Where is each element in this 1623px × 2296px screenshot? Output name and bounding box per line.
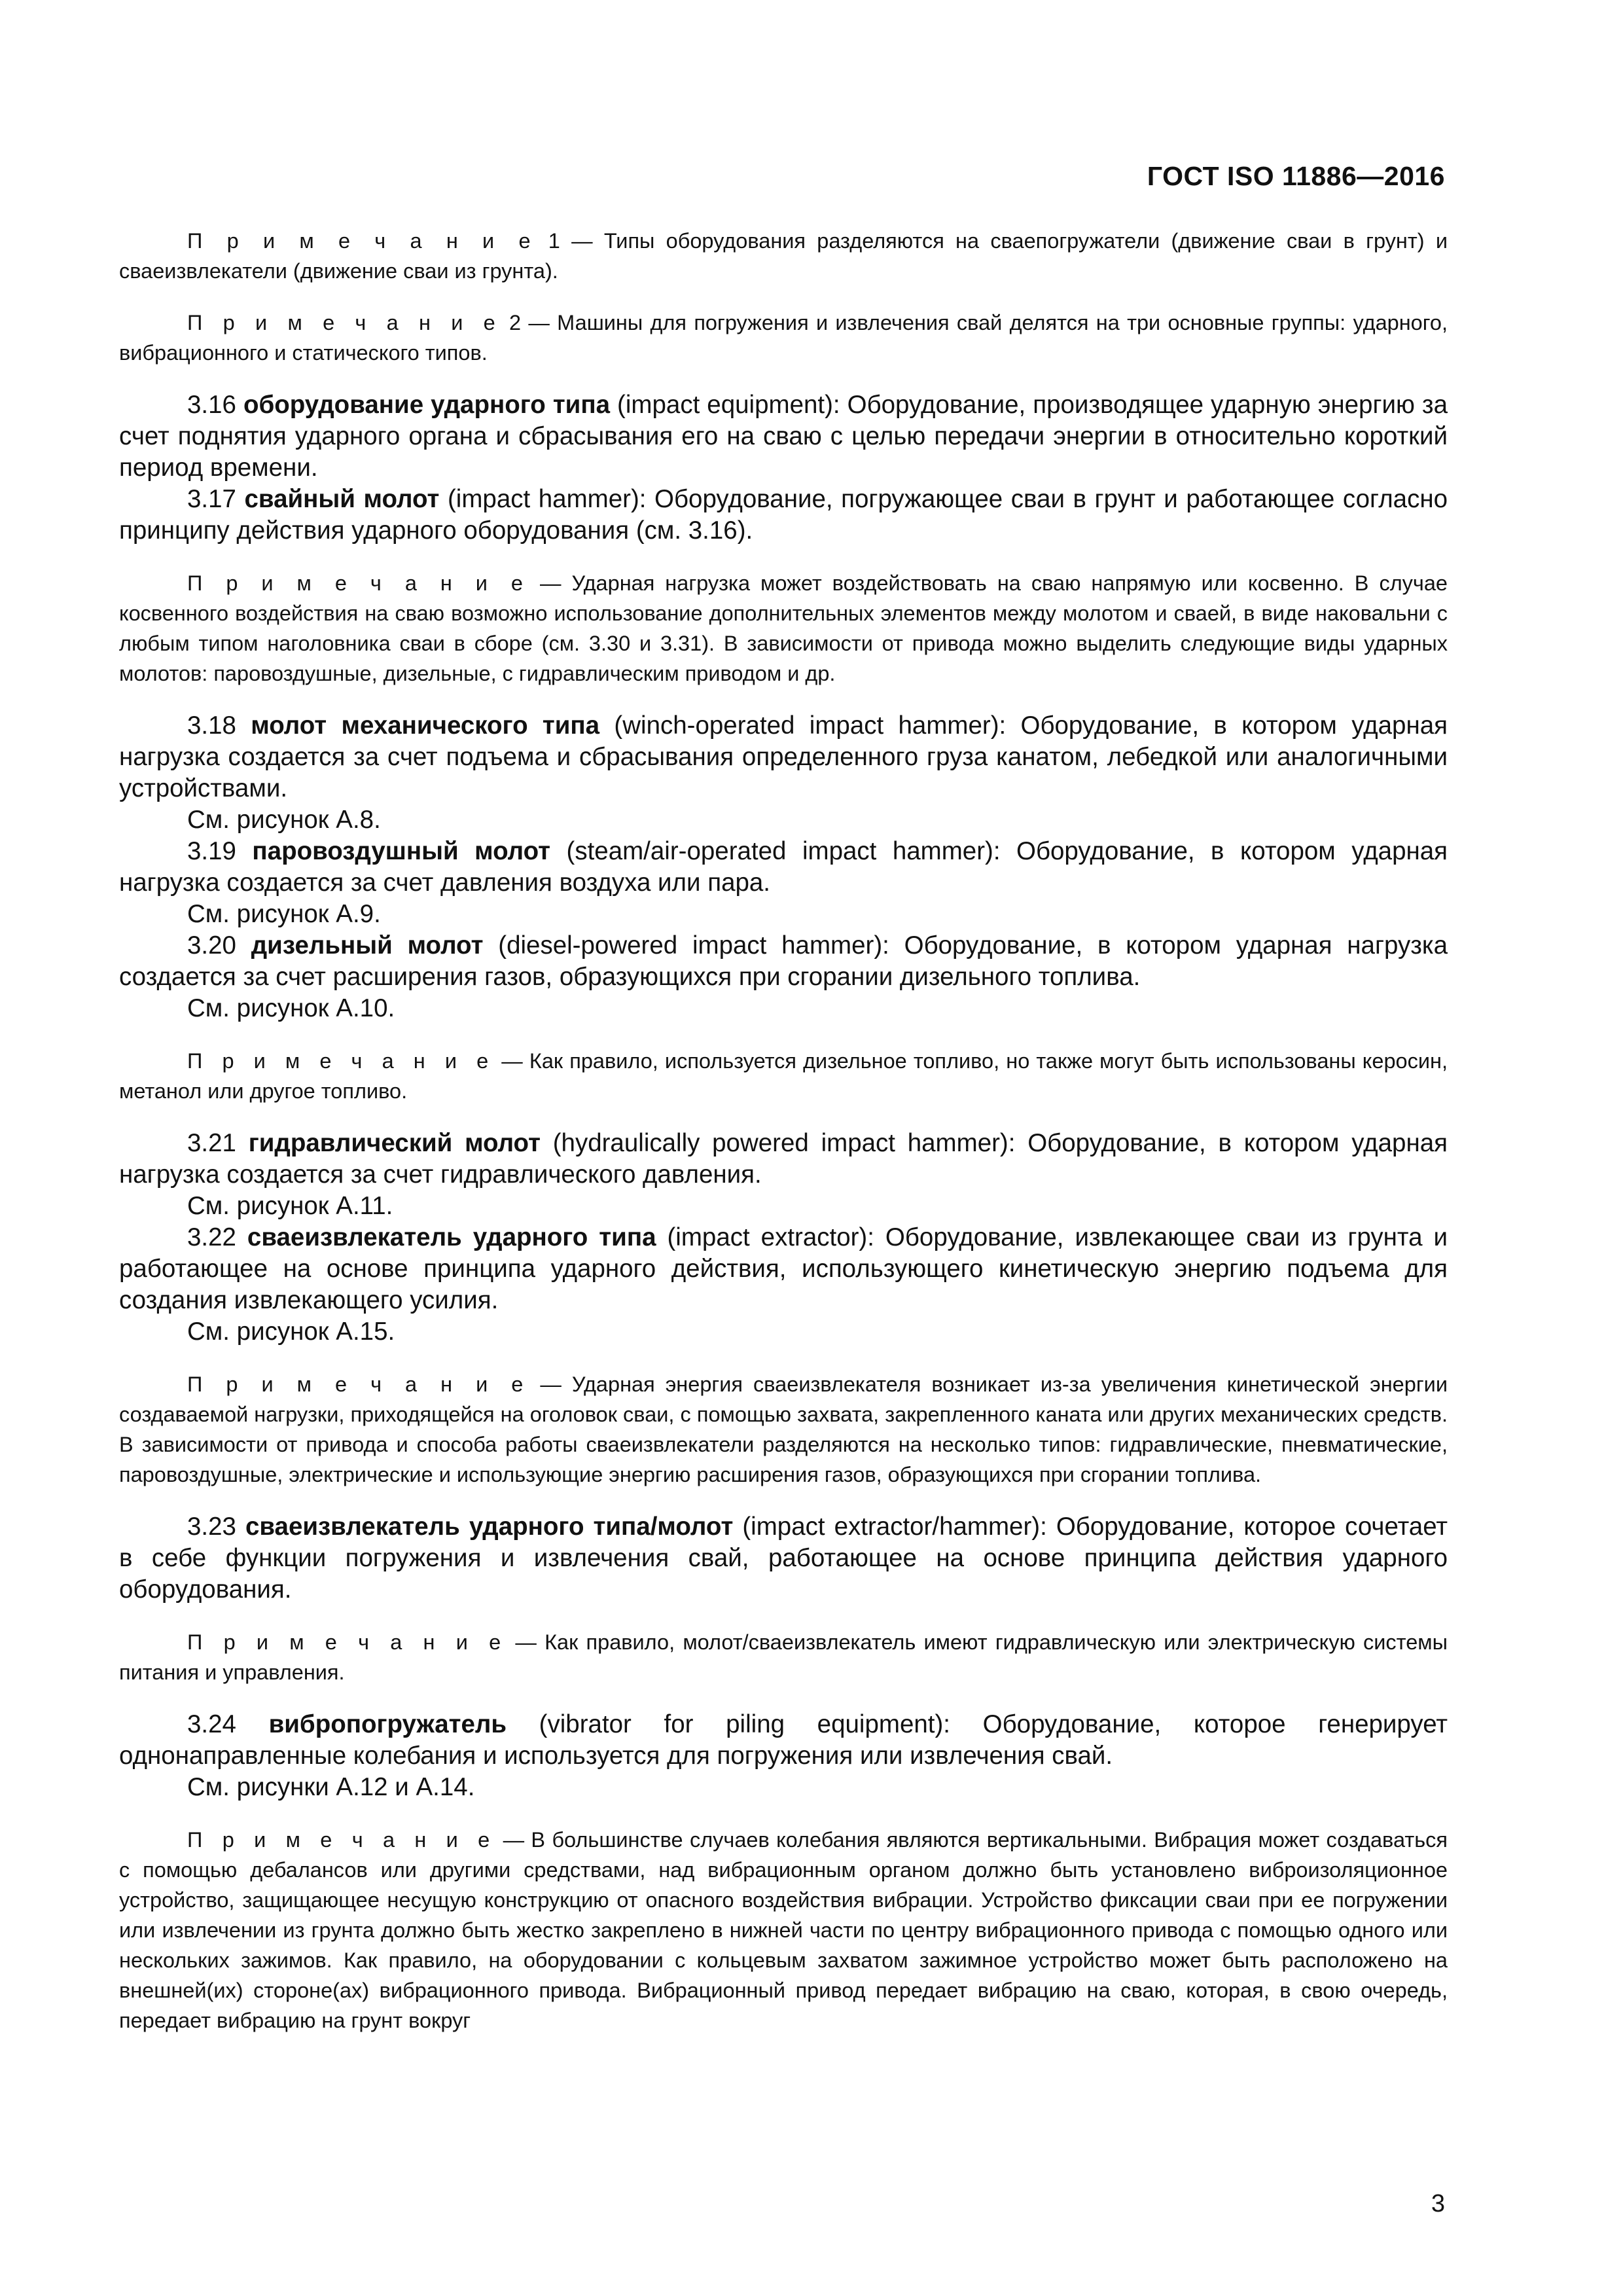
term-number: 3.24 bbox=[187, 1710, 269, 1738]
term-name: сваеизвлекатель ударного типа bbox=[247, 1223, 656, 1251]
term-3-17 bbox=[119, 484, 1448, 547]
note-text: — Ударная энергия сваеизвлекателя возникает из-за увеличения кинетической энергии создаваемой нагрузки, приходящейся на оголовок сваи, с помощью захвата, закрепленного каната или других механических средств. В зависимости от привода и способа работы сваеизвлекатели разделяются на несколько типов: гидравлические, пневматические, паровоздушные, электрические и использующие энергию расширения газов, образующихся при сгорании топлива. bbox=[119, 1372, 1448, 1486]
note-1 bbox=[119, 226, 1448, 286]
note-4 bbox=[119, 1046, 1448, 1106]
note-lead: П р и м е ч а н и е bbox=[187, 229, 537, 253]
note-lead: П р и м е ч а н и е bbox=[187, 311, 502, 334]
figure-reference: См. рисунок А.8. bbox=[187, 806, 381, 834]
term-number: 3.18 bbox=[187, 711, 251, 740]
term-name: оборудование ударного типа bbox=[243, 391, 611, 419]
note-5 bbox=[119, 1369, 1448, 1490]
note-lead: П р и м е ч а н и е bbox=[187, 1828, 497, 1852]
term-name: дизельный молот bbox=[251, 931, 484, 960]
term-definition: (winch-operated impact hammer): Оборудование, в котором ударная нагрузка создается за счет подъема и сбрасывания определенного груза канатом, лебедкой или аналогичными устройствами. bbox=[119, 711, 1448, 802]
term-number: 3.16 bbox=[187, 391, 243, 419]
note-lead: П р и м е ч а н и е bbox=[187, 1049, 495, 1073]
figure-reference: См. рисунок А.11. bbox=[187, 1192, 393, 1220]
term-name: молот механического типа bbox=[251, 711, 600, 740]
note-lead: П р и м е ч а н и е bbox=[187, 571, 530, 595]
document-body bbox=[119, 226, 1448, 2057]
term-definition: (steam/air-operated impact hammer): Оборудование, в котором ударная нагрузка создается за счет давления воздуха или пара. bbox=[119, 837, 1448, 897]
term-name: гидравлический молот bbox=[248, 1129, 541, 1157]
term-name: вибропогружатель bbox=[268, 1710, 507, 1738]
note-3 bbox=[119, 568, 1448, 689]
term-number: 3.17 bbox=[187, 485, 245, 513]
note-text: 2 — Машины для погружения и извлечения свай делятся на три основные группы: ударного, вибрационного и статического типов. bbox=[119, 311, 1448, 365]
note-text: — Как правило, молот/сваеизвлекатель имеют гидравлическую или электрическую системы питания и управления. bbox=[119, 1630, 1448, 1684]
term-definition: (vibrator for piling equipment): Оборудование, которое генерирует однонаправленные колебания и используется для погружения или извлечения свай. bbox=[119, 1710, 1448, 1770]
term-definition: (diesel-powered impact hammer): Оборудование, в котором ударная нагрузка создается за счет расширения газов, образующихся при сгорании дизельного топлива. bbox=[119, 931, 1448, 991]
term-number: 3.20 bbox=[187, 931, 251, 960]
term-3-21 bbox=[119, 1128, 1448, 1191]
term-definition: (impact equipment): Оборудование, производящее ударную энергию за счет поднятия ударного органа и сбрасывания его на сваю с целью передачи энергии в относительно короткий период времени. bbox=[119, 391, 1448, 482]
term-definition: (impact extractor/hammer): Оборудование, которое сочетает в себе функции погружения и извлечения свай, работающее на основе принципа действия ударного оборудования. bbox=[119, 1513, 1448, 1604]
term-number: 3.22 bbox=[187, 1223, 247, 1251]
note-lead: П р и м е ч а н и е bbox=[187, 1630, 508, 1654]
figure-reference: См. рисунок А.10. bbox=[187, 994, 395, 1022]
term-number: 3.21 bbox=[187, 1129, 249, 1157]
note-6 bbox=[119, 1627, 1448, 1687]
term-3-20 bbox=[119, 930, 1448, 993]
term-name: сваеизвлекатель ударного типа/молот bbox=[245, 1513, 734, 1541]
term-definition: (hydraulically powered impact hammer): Оборудование, в котором ударная нагрузка создается за счет гидравлического давления. bbox=[119, 1129, 1448, 1189]
term-3-16 bbox=[119, 389, 1448, 484]
term-3-22 bbox=[119, 1222, 1448, 1316]
figure-reference: См. рисунки А.12 и А.14. bbox=[187, 1773, 475, 1801]
document-id-header: ГОСТ ISO 11886—2016 bbox=[1147, 161, 1445, 191]
term-definition: (impact hammer): Оборудование, погружающее сваи в грунт и работающее согласно принципу действия ударного оборудования (см. 3.16). bbox=[119, 485, 1448, 545]
note-7 bbox=[119, 1825, 1448, 2036]
term-number: 3.23 bbox=[187, 1513, 245, 1541]
term-definition: (impact extractor): Оборудование, извлекающее сваи из грунта и работающее на основе принципа ударного действия, использующего кинетическую энергию подъема для создания извлекающего усилия. bbox=[119, 1223, 1448, 1314]
note-text: — В большинстве случаев колебания являются вертикальными. Вибрация может создаваться с помощью дебалансов или другими средствами, над вибрационным органом должно быть установлено виброизоляционное устройство, защищающее несущую конструкцию от опасного воздействия вибрации. Устройство фиксации сваи при ее погружении или извлечении из грунта должно быть жестко закреплено в нижней части по центру вибрационного привода с помощью одного или нескольких зажимов. Как правило, на оборудовании с кольцевым захватом зажимное устройство может быть расположено на внешней(их) стороне(ах) вибрационного привода. Вибрационный привод передает вибрацию на сваю, которая, в свою очередь, передает вибрацию на грунт вокруг bbox=[119, 1828, 1448, 2032]
figure-reference: См. рисунок А.15. bbox=[187, 1318, 395, 1346]
figure-reference: См. рисунок А.9. bbox=[187, 900, 381, 928]
note-text: — Как правило, используется дизельное топливо, но также могут быть использованы керосин, метанол или другое топливо. bbox=[119, 1049, 1448, 1103]
term-3-19 bbox=[119, 836, 1448, 899]
page-number: 3 bbox=[1431, 2190, 1445, 2217]
note-text: 1 — Типы оборудования разделяются на сваепогружатели (движение сваи в грунт) и сваеизвлекатели (движение сваи из грунта). bbox=[119, 229, 1448, 283]
note-2 bbox=[119, 308, 1448, 368]
term-name: паровоздушный молот bbox=[252, 837, 551, 865]
term-3-24 bbox=[119, 1709, 1448, 1772]
term-3-23 bbox=[119, 1511, 1448, 1605]
term-name: свайный молот bbox=[244, 485, 440, 513]
term-3-18 bbox=[119, 710, 1448, 804]
note-text: — Ударная нагрузка может воздействовать на сваю напрямую или косвенно. В случае косвенного воздействия на сваю возможно использование дополнительных элементов между молотом и сваей, в виде наковальни с любым типом наголовника сваи в сборе (см. 3.30 и 3.31). В зависимости от привода можно выделить следующие виды ударных молотов: паровоздушные, дизельные, с гидравлическим приводом и др. bbox=[119, 571, 1448, 685]
note-lead: П р и м е ч а н и е bbox=[187, 1372, 530, 1396]
term-number: 3.19 bbox=[187, 837, 253, 865]
